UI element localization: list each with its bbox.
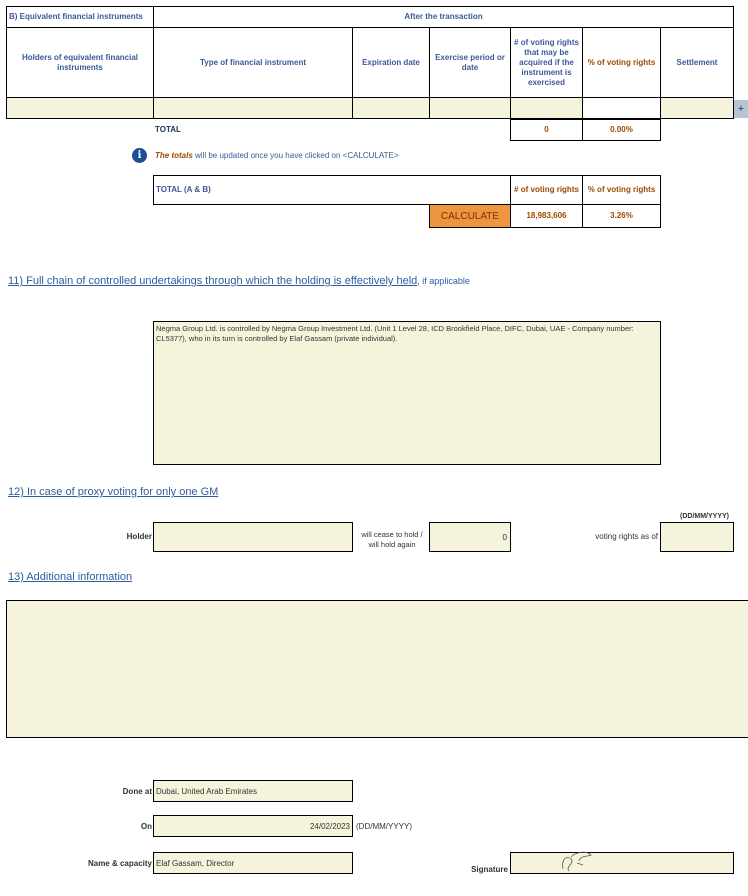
input-voting-rights[interactable]	[510, 97, 583, 119]
info-rest: will be updated once you have clicked on <CALCULATE>	[192, 151, 399, 160]
after-transaction-header: After the transaction	[153, 6, 734, 28]
col-holders: Holders of equivalent financial instruments	[6, 27, 154, 98]
date-input[interactable]	[660, 522, 734, 552]
info-note	[155, 151, 399, 160]
input-exercise[interactable]	[429, 97, 511, 119]
total-ab-votes: 18,983,606	[510, 204, 583, 228]
holder-label: Holder	[126, 532, 152, 541]
cease-input[interactable]: 0	[429, 522, 511, 552]
holder-input[interactable]	[153, 522, 353, 552]
info-icon: i	[132, 148, 147, 163]
cell-pct	[582, 97, 661, 119]
on-date-input[interactable]: 24/02/2023	[153, 815, 353, 837]
done-at-label: Done at	[122, 787, 152, 796]
input-settlement[interactable]	[660, 97, 734, 119]
col-settlement: Settlement	[660, 27, 734, 98]
name-capacity-label: Name & capacity	[87, 859, 152, 868]
total-votes: 0	[510, 119, 583, 141]
info-emph: The totals	[155, 151, 193, 160]
section-b-title: B) Equivalent financial instruments	[6, 6, 154, 28]
total-ab-pct: 3.26%	[582, 204, 661, 228]
add-row-button[interactable]: +	[734, 100, 748, 118]
on-date-format: (DD/MM/YYYY)	[356, 822, 412, 831]
input-type[interactable]	[153, 97, 353, 119]
col-voting-rights: # of voting rights that may be acquired if the instrument is exercised	[510, 27, 583, 98]
total-pct: 0.00%	[582, 119, 661, 141]
col-type: Type of financial instrument	[153, 27, 353, 98]
col-exercise: Exercise period or date	[429, 27, 511, 98]
input-holders[interactable]	[6, 97, 154, 119]
additional-info-textarea[interactable]	[6, 600, 748, 738]
col-pct: % of voting rights	[582, 27, 661, 98]
signature-label: Signature	[471, 865, 508, 874]
input-expiration[interactable]	[352, 97, 430, 119]
section-13-title: 13) Additional information	[8, 571, 133, 583]
total-ab-votes-header: # of voting rights	[510, 175, 583, 205]
name-capacity-input[interactable]: Elaf Gassam, Director	[153, 852, 353, 874]
on-label: On	[140, 822, 152, 831]
cease-label: will cease to hold / will hold again	[361, 530, 423, 549]
date-format-label: (DD/MM/YYYY)	[680, 513, 729, 520]
section-11-heading	[8, 271, 470, 289]
signature-scribble-icon	[557, 849, 597, 873]
section-12-title: 12) In case of proxy voting for only one GM	[8, 486, 219, 498]
section-11-title: 11) Full chain of controlled undertakings through which the holding is effectively held	[8, 275, 418, 287]
total-label: TOTAL	[155, 125, 181, 134]
section-11-suffix: , if applicable	[417, 276, 470, 286]
chain-textarea[interactable]: Negma Group Ltd. is controlled by Negma Group Investment Ltd. (Unit 1 Level 28, ICD Brookfield Place, DIFC, Dubai, UAE - Company number: CL5377), who in its turn is controlled by Elaf Gassam (private individual).	[153, 321, 661, 465]
total-ab-pct-header: % of voting rights	[582, 175, 661, 205]
voting-as-of-label: voting rights as of	[595, 532, 658, 541]
total-ab-label: TOTAL (A & B)	[153, 175, 511, 205]
signature-box[interactable]	[510, 852, 734, 874]
col-expiration: Expiration date	[352, 27, 430, 98]
calculate-button[interactable]: CALCULATE	[429, 204, 511, 228]
done-at-input[interactable]: Dubai, United Arab Emirates	[153, 780, 353, 802]
